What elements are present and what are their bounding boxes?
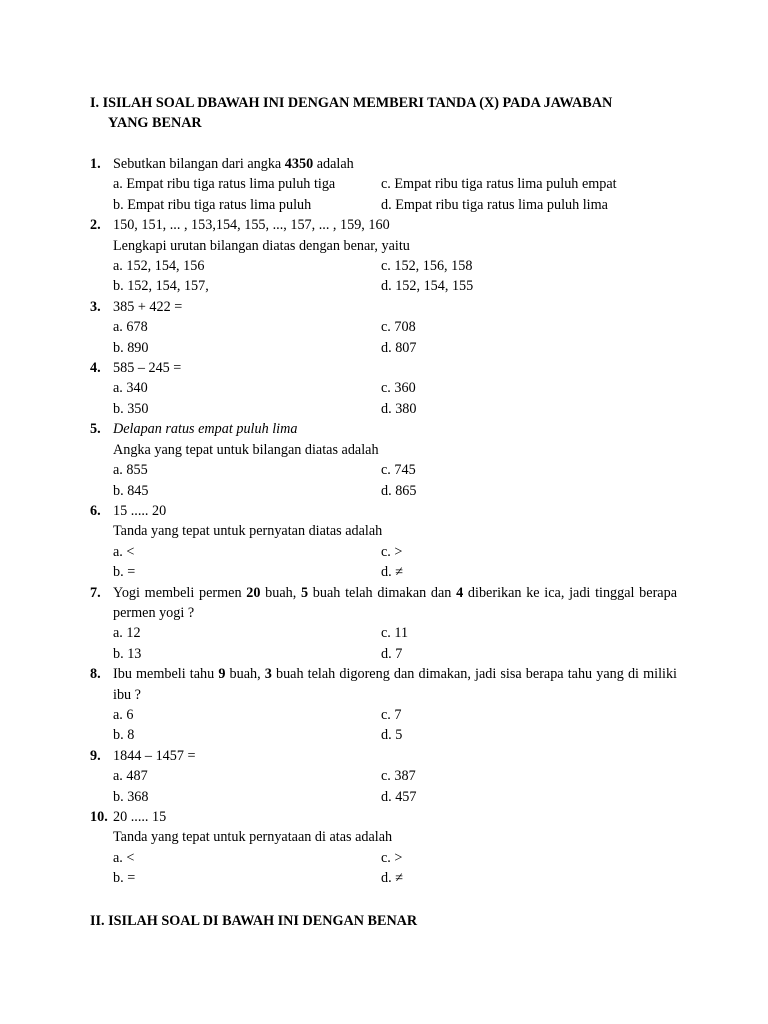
- question-2: [90, 215, 677, 297]
- answer-options: [113, 378, 677, 419]
- option-a[interactable]: a. 6: [113, 706, 134, 723]
- worksheet-page: [90, 93, 677, 931]
- section-1-title-line-2: YANG BENAR: [108, 115, 202, 131]
- answer-options: [113, 542, 677, 583]
- question-8: [90, 664, 677, 746]
- option-c[interactable]: c. 360: [381, 380, 416, 397]
- section-2-title: II. ISILAH SOAL DI BAWAH INI DENGAN BENAR: [90, 912, 418, 929]
- question-text-italic: Delapan ratus empat puluh lima: [113, 421, 298, 438]
- option-b[interactable]: b. 845: [113, 482, 149, 499]
- option-d[interactable]: d. 152, 154, 155: [381, 278, 474, 295]
- question-text: 20 ..... 15: [113, 809, 167, 825]
- question-number: 7.: [90, 584, 101, 601]
- question-text: 150, 151, ... , 153,154, 155, ..., 157, ... , 159, 160: [113, 217, 390, 234]
- answer-options: [113, 705, 677, 746]
- answer-options: [113, 623, 677, 664]
- option-a[interactable]: a. <: [113, 849, 135, 866]
- question-number: 10.: [90, 809, 108, 825]
- option-a[interactable]: a. 855: [113, 462, 148, 479]
- option-d[interactable]: d. 7: [381, 645, 403, 662]
- option-c[interactable]: c. 745: [381, 462, 416, 479]
- section-1-title-line-1: I. ISILAH SOAL DBAWAH INI DENGAN MEMBERI TANDA (X) PADA JAWABAN: [90, 95, 613, 111]
- option-d[interactable]: d. ≠: [381, 870, 403, 887]
- question-text-part: buah,: [260, 584, 301, 601]
- option-a[interactable]: a. Empat ribu tiga ratus lima puluh tiga: [113, 176, 336, 193]
- question-text-part: diberikan ke ica, jadi tinggal berapa permen yogi ?: [113, 584, 677, 621]
- option-c[interactable]: c. 11: [381, 625, 409, 642]
- option-b[interactable]: b. =: [113, 870, 136, 887]
- question-number: 1.: [90, 156, 101, 172]
- option-d[interactable]: d. 457: [381, 788, 417, 805]
- option-b[interactable]: b. 350: [113, 400, 149, 417]
- option-d[interactable]: d. ≠: [381, 564, 403, 581]
- option-c[interactable]: c. 7: [381, 706, 402, 723]
- answer-options: [113, 174, 677, 215]
- option-c[interactable]: c. 387: [381, 768, 416, 785]
- question-6: [90, 501, 677, 583]
- option-d[interactable]: d. 807: [381, 339, 417, 356]
- question-text: 1844 – 1457 =: [113, 747, 196, 764]
- question-text-part: buah telah digoreng dan dimakan, jadi sisa berapa tahu yang di miliki ibu ?: [113, 666, 677, 703]
- question-text: [113, 419, 677, 439]
- option-b[interactable]: b. 890: [113, 339, 149, 356]
- option-d[interactable]: d. 865: [381, 482, 417, 499]
- question-3: [90, 297, 677, 358]
- option-b[interactable]: b. 368: [113, 788, 149, 805]
- question-number-bold: 20: [246, 584, 261, 601]
- option-d[interactable]: d. 5: [381, 727, 403, 744]
- question-number-bold: 4350: [284, 156, 314, 172]
- question-5: [90, 419, 677, 501]
- answer-options: [113, 317, 677, 358]
- question-text-part: buah,: [225, 666, 265, 683]
- question-number: 4.: [90, 360, 101, 377]
- question-text: 585 – 245 =: [113, 360, 182, 377]
- question-number-bold: 5: [301, 584, 309, 601]
- option-b[interactable]: b. 152, 154, 157,: [113, 278, 209, 295]
- option-a[interactable]: a. 340: [113, 380, 148, 397]
- question-text: 385 + 422 =: [113, 298, 183, 315]
- option-b[interactable]: b. 13: [113, 645, 142, 662]
- question-text-part: adalah: [313, 156, 354, 172]
- question-4: [90, 358, 677, 419]
- question-number: 6.: [90, 502, 101, 519]
- question-number: 2.: [90, 217, 101, 234]
- question-text-part: buah telah dimakan dan: [308, 584, 457, 601]
- question-list: [90, 154, 677, 889]
- question-number-bold: 4: [456, 584, 464, 601]
- question-number: 9.: [90, 747, 101, 764]
- option-b[interactable]: b. =: [113, 564, 136, 581]
- question-instruction: Tanda yang tepat untuk pernyatan diatas adalah: [113, 523, 383, 540]
- option-c[interactable]: c. >: [381, 543, 403, 560]
- question-instruction: Tanda yang tepat untuk pernyataan di atas adalah: [113, 829, 393, 846]
- question-instruction: Angka yang tepat untuk bilangan diatas adalah: [113, 441, 379, 458]
- option-a[interactable]: a. 678: [113, 319, 148, 336]
- question-text: [113, 154, 677, 174]
- option-a[interactable]: a. 12: [113, 625, 141, 642]
- option-a[interactable]: a. 152, 154, 156: [113, 258, 205, 275]
- question-number: 3.: [90, 298, 101, 315]
- question-text-part: Sebutkan bilangan dari angka: [113, 156, 285, 172]
- option-b[interactable]: b. 8: [113, 727, 135, 744]
- question-instruction: Lengkapi urutan bilangan diatas dengan benar, yaitu: [113, 237, 410, 254]
- question-text: [113, 664, 677, 705]
- option-c[interactable]: c. Empat ribu tiga ratus lima puluh empat: [381, 176, 617, 193]
- option-b[interactable]: b. Empat ribu tiga ratus lima puluh: [113, 196, 312, 213]
- option-a[interactable]: a. <: [113, 543, 135, 560]
- option-c[interactable]: c. 152, 156, 158: [381, 258, 473, 275]
- answer-options: [113, 460, 677, 501]
- question-10: [90, 807, 677, 889]
- answer-options: [113, 848, 677, 889]
- answer-options: [113, 256, 677, 297]
- answer-options: [113, 766, 677, 807]
- question-number-bold: 3: [264, 666, 272, 683]
- question-text-part: Ibu membeli tahu: [113, 666, 219, 683]
- question-1: [90, 154, 677, 215]
- option-c[interactable]: c. 708: [381, 319, 416, 336]
- question-text: [113, 583, 677, 624]
- question-number: 5.: [90, 421, 101, 438]
- option-d[interactable]: d. Empat ribu tiga ratus lima puluh lima: [381, 196, 608, 213]
- question-text-part: Yogi membeli permen: [113, 584, 247, 601]
- question-number-bold: 9: [218, 666, 226, 683]
- question-9: [90, 746, 677, 807]
- question-number: 8.: [90, 666, 101, 683]
- question-text: 15 ..... 20: [113, 502, 167, 519]
- option-c[interactable]: c. >: [381, 849, 403, 866]
- option-d[interactable]: d. 380: [381, 400, 417, 417]
- section-1-title: [90, 93, 677, 133]
- option-a[interactable]: a. 487: [113, 768, 148, 785]
- question-7: [90, 583, 677, 665]
